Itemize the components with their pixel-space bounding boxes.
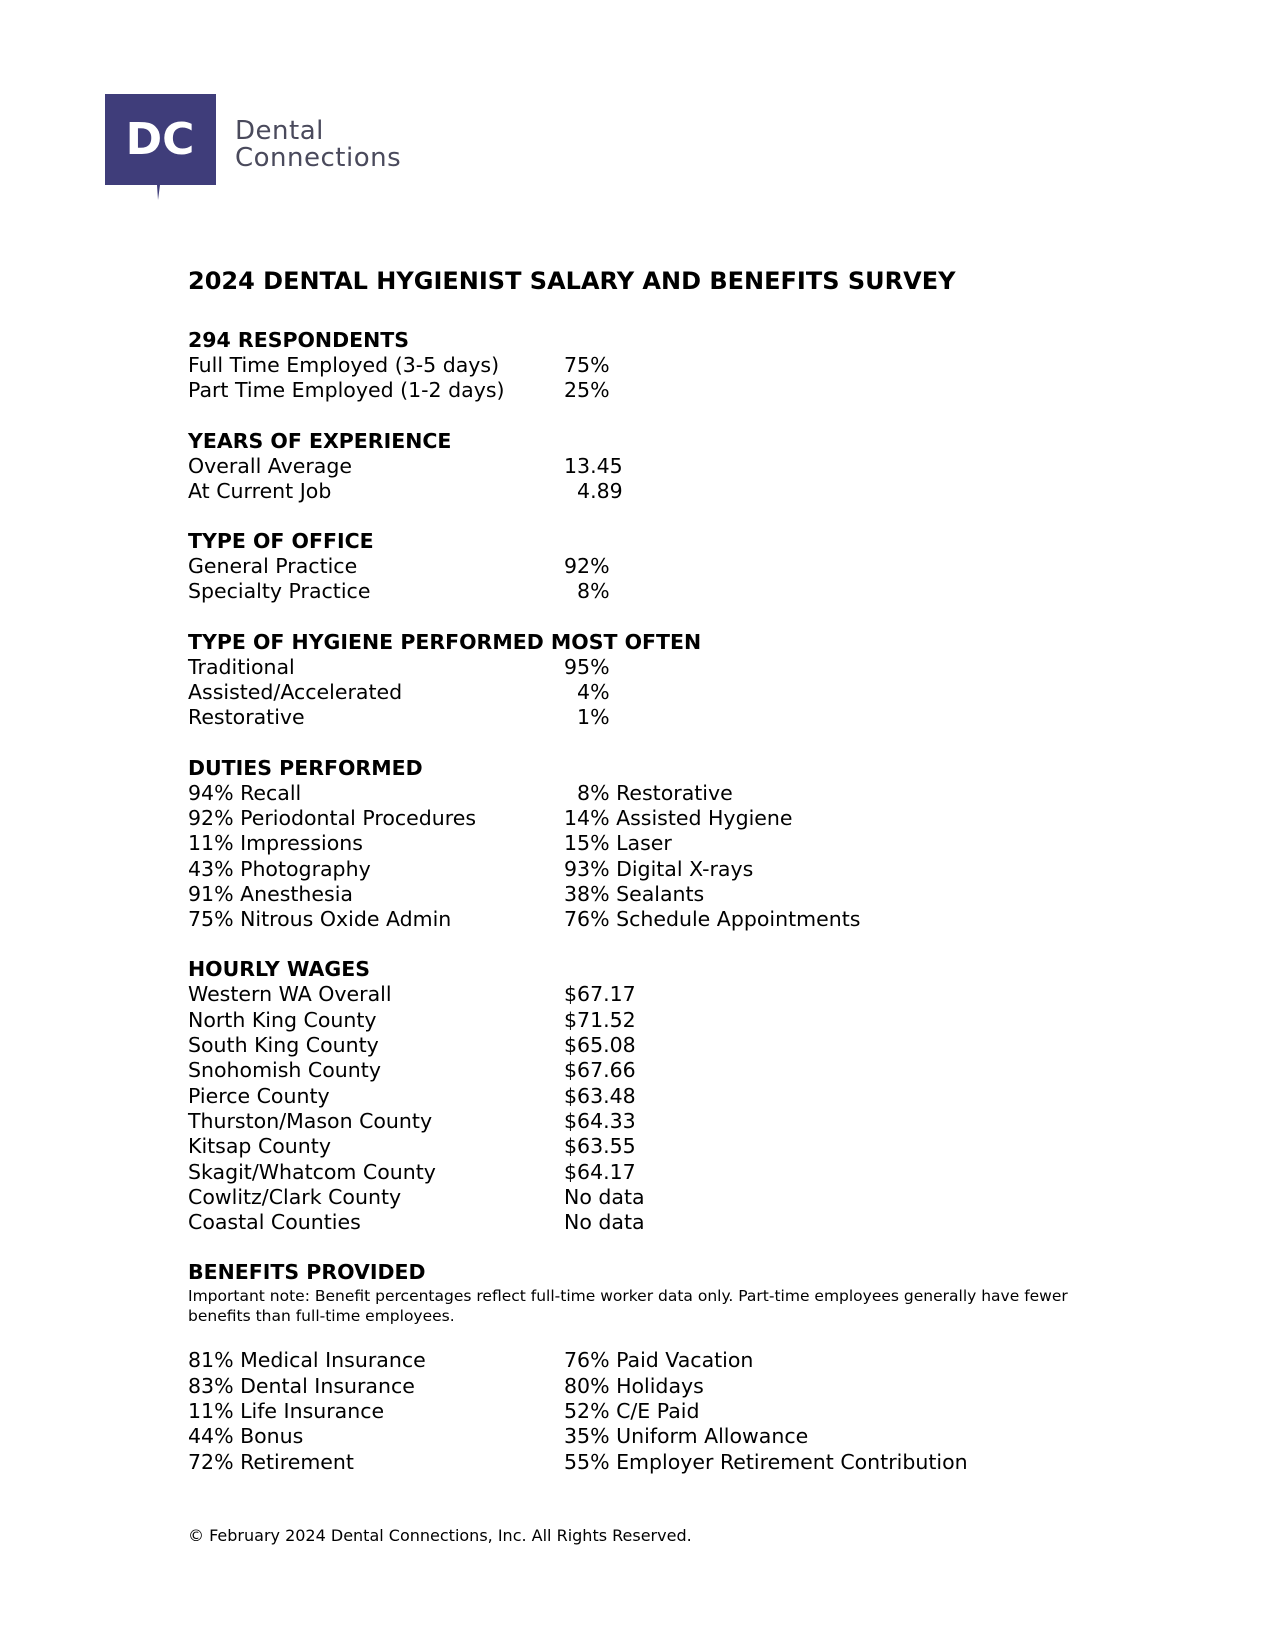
data-row	[188, 1210, 1108, 1235]
row-label: Western WA Overall	[188, 982, 392, 1007]
data-row	[188, 781, 1108, 806]
data-row	[188, 378, 1108, 403]
row-value: No data	[564, 1210, 645, 1235]
benefit-left: 83% Dental Insurance	[188, 1373, 415, 1398]
row-value: 8%	[564, 579, 610, 604]
benefit-row	[188, 1399, 1108, 1424]
benefit-row	[188, 1374, 1108, 1399]
row-label: 92% Periodontal Procedures	[188, 805, 477, 830]
survey-section	[188, 328, 1108, 404]
row-value: 25%	[564, 378, 610, 403]
data-row	[188, 1185, 1108, 1210]
logo-initials: DC	[125, 114, 195, 165]
row-label: Coastal Counties	[188, 1210, 361, 1235]
row-label: Cowlitz/Clark County	[188, 1184, 402, 1209]
survey-section	[188, 630, 1108, 731]
data-row	[188, 882, 1108, 907]
benefits-note: Important note: Benefit percentages reflect full-time worker data only. Part-time employees generally have fewer benefits than full-time employees.	[188, 1287, 1068, 1326]
row-value: $64.33	[564, 1108, 636, 1133]
row-value: $64.17	[564, 1159, 636, 1184]
logo-wordmark	[235, 118, 401, 172]
row-label: Restorative	[188, 705, 305, 730]
benefit-left: 44% Bonus	[188, 1424, 304, 1449]
data-row	[188, 907, 1108, 932]
row-label: 43% Photography	[188, 856, 371, 881]
data-row	[188, 479, 1108, 504]
row-label: Overall Average	[188, 453, 352, 478]
data-row	[188, 1134, 1108, 1159]
row-label: At Current Job	[188, 478, 332, 503]
row-value: 1%	[564, 705, 610, 730]
row-label: Assisted/Accelerated	[188, 680, 403, 705]
row-value: 95%	[564, 654, 610, 679]
row-label: Full Time Employed (3-5 days)	[188, 353, 500, 377]
row-label: Specialty Practice	[188, 579, 371, 604]
row-value: 4%	[564, 680, 610, 705]
row-value: $67.66	[564, 1058, 636, 1083]
data-row	[188, 554, 1108, 579]
row-value: $63.48	[564, 1083, 636, 1108]
section-heading: TYPE OF HYGIENE PERFORMED MOST OFTEN	[188, 629, 702, 654]
data-row	[188, 831, 1108, 856]
page-title: 2024 DENTAL HYGIENIST SALARY AND BENEFITS SURVEY	[188, 267, 956, 295]
data-row	[188, 982, 1108, 1007]
row-value: 92%	[564, 554, 610, 579]
section-heading: TYPE OF OFFICE	[188, 529, 374, 554]
row-value: 14% Assisted Hygiene	[564, 805, 793, 830]
section-heading: YEARS OF EXPERIENCE	[188, 428, 452, 453]
row-label: Pierce County	[188, 1083, 330, 1108]
survey-section	[188, 529, 1108, 605]
row-value: 13.45	[564, 453, 623, 478]
row-value: $71.52	[564, 1007, 636, 1032]
logo-line-1: Dental	[235, 116, 324, 146]
data-row	[188, 1033, 1108, 1058]
row-value: $65.08	[564, 1033, 636, 1058]
survey-sections	[188, 328, 1108, 1235]
row-value: 38% Sealants	[564, 881, 705, 906]
survey-section	[188, 756, 1108, 933]
dc-logo-mark	[105, 94, 216, 201]
benefit-right: 52% C/E Paid	[564, 1399, 700, 1424]
section-heading: DUTIES PERFORMED	[188, 755, 423, 780]
data-row	[188, 806, 1108, 831]
data-row	[188, 1008, 1108, 1033]
row-label: Part Time Employed (1-2 days)	[188, 378, 505, 403]
dental-connections-logo	[105, 94, 402, 201]
row-value: 4.89	[564, 478, 623, 503]
row-value: No data	[564, 1184, 645, 1209]
row-label: 91% Anesthesia	[188, 881, 353, 906]
row-label: South King County	[188, 1033, 379, 1058]
row-label: Snohomish County	[188, 1058, 381, 1083]
data-row	[188, 1084, 1108, 1109]
benefit-right: 76% Paid Vacation	[564, 1348, 754, 1373]
benefit-left: 72% Retirement	[188, 1449, 354, 1474]
row-value: 8% Restorative	[564, 780, 733, 805]
row-value: $67.17	[564, 982, 636, 1007]
data-row	[188, 705, 1108, 730]
survey-content	[188, 262, 1108, 1500]
row-value: $63.55	[564, 1134, 636, 1159]
benefit-row	[188, 1424, 1108, 1449]
data-row	[188, 655, 1108, 680]
benefit-right: 35% Uniform Allowance	[564, 1424, 809, 1449]
data-row	[188, 579, 1108, 604]
row-label: 75% Nitrous Oxide Admin	[188, 907, 452, 932]
data-row	[188, 353, 1108, 378]
row-value: 15% Laser	[564, 831, 672, 856]
data-row	[188, 1160, 1108, 1185]
row-value: 76% Schedule Appointments	[564, 907, 861, 932]
row-label: Traditional	[188, 654, 295, 679]
benefit-row	[188, 1450, 1108, 1475]
row-label: Skagit/Whatcom County	[188, 1159, 436, 1184]
row-label: 94% Recall	[188, 780, 302, 805]
data-row	[188, 1109, 1108, 1134]
row-label: 11% Impressions	[188, 831, 363, 856]
benefit-right: 55% Employer Retirement Contribution	[564, 1449, 968, 1474]
data-row	[188, 857, 1108, 882]
section-heading: HOURLY WAGES	[188, 957, 371, 982]
survey-section	[188, 429, 1108, 505]
benefit-left: 11% Life Insurance	[188, 1399, 385, 1424]
data-row	[188, 1058, 1108, 1083]
section-heading-benefits: BENEFITS PROVIDED	[188, 1260, 426, 1285]
row-value: 93% Digital X-rays	[564, 856, 754, 881]
copyright-footer: © February 2024 Dental Connections, Inc. All Rights Reserved.	[188, 1526, 692, 1545]
row-label: Thurston/Mason County	[188, 1108, 433, 1133]
logo-line-2: Connections	[235, 143, 402, 173]
benefits-list	[188, 1348, 1108, 1474]
benefit-right: 80% Holidays	[564, 1373, 704, 1398]
data-row	[188, 454, 1108, 479]
row-label: General Practice	[188, 554, 358, 579]
survey-section	[188, 957, 1108, 1235]
benefit-row	[188, 1348, 1108, 1373]
row-label: North King County	[188, 1007, 377, 1032]
row-value: 75%	[564, 353, 610, 377]
benefits-section	[188, 1260, 1108, 1474]
data-row	[188, 680, 1108, 705]
benefit-left: 81% Medical Insurance	[188, 1348, 426, 1373]
row-label: Kitsap County	[188, 1134, 331, 1159]
section-heading: 294 RESPONDENTS	[188, 328, 410, 352]
